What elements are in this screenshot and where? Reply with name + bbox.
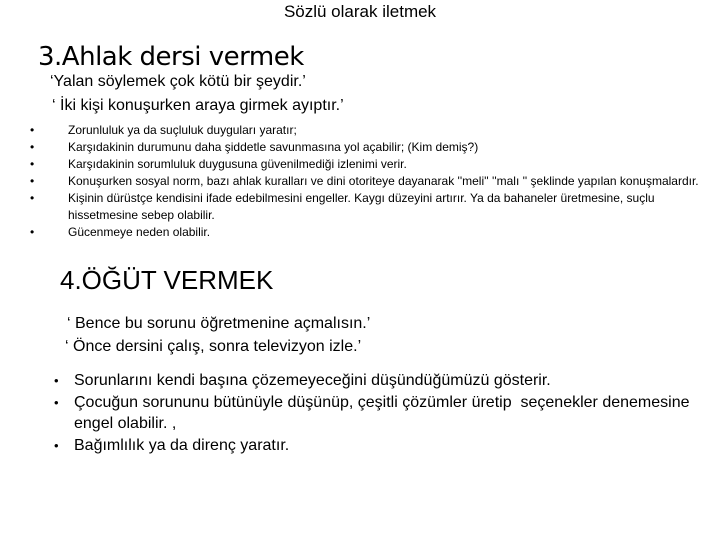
list-item <box>30 224 720 241</box>
list-item-text: Bağımlılık ya da direnç yaratır. <box>74 436 290 454</box>
list-item <box>30 173 720 190</box>
bullet-icon: • <box>54 437 59 453</box>
list-item-text: Zorunluluk ya da suçluluk duyguları yaratır; <box>68 123 297 137</box>
list-item-text: Çocuğun sorununu bütünüyle düşünüp, çeşitli çözümler üretip seçenekler denemesine engel olabilir. , <box>74 393 694 432</box>
ahlak-bullet-list <box>30 122 720 241</box>
bullet-icon: • <box>54 373 59 388</box>
section-heading-ahlak: 3.Ahlak dersi vermek <box>38 42 304 72</box>
page-title: Sözlü olarak iletmek <box>283 2 437 21</box>
list-item <box>54 435 714 457</box>
bullet-icon: • <box>30 123 35 137</box>
bullet-icon: • <box>30 225 35 239</box>
list-item <box>30 122 720 139</box>
list-item-text: Karşıdakinin durumunu daha şiddetle savunmasına yol açabilir; (Kim demiş?) <box>68 140 479 154</box>
quote-araya-girmek: ‘ İki kişi konuşurken araya girmek ayıptır.’ <box>52 97 344 114</box>
list-item <box>30 139 720 156</box>
list-item-text: Karşıdakinin sorumluluk duygusuna güvenilmediği izlenimi verir. <box>68 157 407 171</box>
list-item-text: Gücenmeye neden olabilir. <box>68 225 211 239</box>
list-item <box>54 392 714 435</box>
quote-yalan: ‘Yalan söylemek çok kötü bir şeydir.’ <box>50 73 306 90</box>
bullet-icon: • <box>30 157 35 171</box>
list-item-text: Konuşurken sosyal norm, bazı ahlak kuralları ve dini otoriteye dayanarak ''meli'' ''malı '' şeklinde yapılan konuşmalardır. <box>68 174 699 188</box>
bullet-icon: • <box>54 394 59 410</box>
bullet-icon: • <box>30 191 35 205</box>
list-item-text: Kişinin dürüstçe kendisini ifade edebilmesini engeller. Kaygı düzeyini artırır. Ya da bahaneler üretmesine, suçlu hissetmesine sebep olabilir. <box>68 191 655 222</box>
quote-ogretmen: ‘ Bence bu sorunu öğretmenine açmalısın.’ <box>67 315 371 332</box>
section-heading-ogut: 4.ÖĞÜT VERMEK <box>60 265 274 295</box>
bullet-icon: • <box>30 140 35 154</box>
quote-ders-calis: ‘ Önce dersini çalış, sonra televizyon izle.’ <box>65 338 362 355</box>
list-item <box>30 190 720 224</box>
list-item <box>54 370 714 392</box>
bullet-icon: • <box>30 174 35 188</box>
list-item <box>30 156 720 173</box>
list-item-text: Sorunlarını kendi başına çözemeyeceğini düşündüğümüzü gösterir. <box>74 372 551 389</box>
ogut-bullet-list <box>54 370 714 456</box>
